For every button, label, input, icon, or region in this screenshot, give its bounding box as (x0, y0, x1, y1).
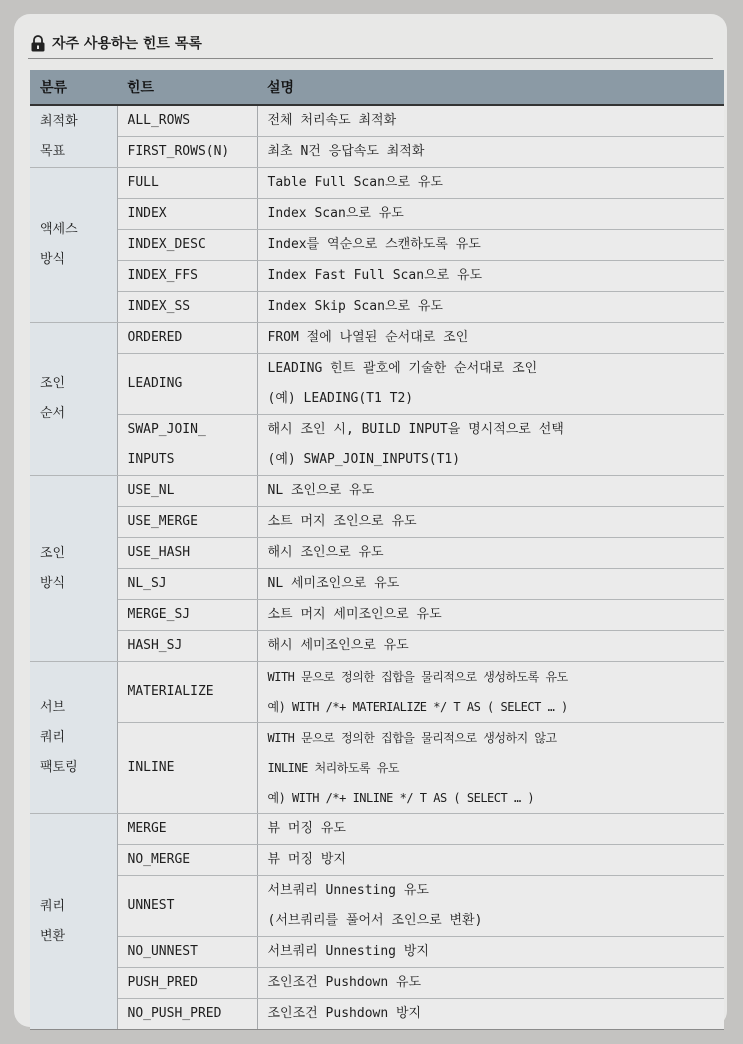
hint-cell: HASH_SJ (117, 631, 257, 662)
table-row (30, 323, 724, 354)
table-row (30, 105, 724, 137)
table-row (30, 354, 724, 415)
description-cell: WITH 문으로 정의한 집합을 물리적으로 생성하도록 유도 예) WITH /*+ MATERIALIZE */ T AS ( SELECT … ) (257, 662, 724, 723)
description-cell: 해시 세미조인으로 유도 (257, 631, 724, 662)
description-cell: 서브쿼리 Unnesting 방지 (257, 937, 724, 968)
header-hint: 힌트 (117, 70, 257, 105)
hint-cell: UNNEST (117, 876, 257, 937)
category-join-method: 조인 방식 (30, 476, 117, 662)
lock-icon (30, 35, 46, 52)
table-row (30, 168, 724, 199)
hint-cell: INLINE (117, 723, 257, 814)
hint-cell: ORDERED (117, 323, 257, 354)
table-row (30, 507, 724, 538)
table-caption (30, 30, 202, 56)
hint-cell: NO_MERGE (117, 845, 257, 876)
table-row (30, 538, 724, 569)
hint-cell: USE_HASH (117, 538, 257, 569)
category-subquery-factoring: 서브 쿼리 팩토링 (30, 662, 117, 814)
page-card (14, 14, 727, 1027)
table-row (30, 261, 724, 292)
table-row (30, 968, 724, 999)
description-cell: Index를 역순으로 스캔하도록 유도 (257, 230, 724, 261)
description-cell: 조인조건 Pushdown 유도 (257, 968, 724, 999)
description-cell: NL 세미조인으로 유도 (257, 569, 724, 600)
hint-cell: PUSH_PRED (117, 968, 257, 999)
table-row (30, 631, 724, 662)
description-cell: WITH 문으로 정의한 집합을 물리적으로 생성하지 않고 INLINE 처리하도록 유도 예) WITH /*+ INLINE */ T AS ( SELECT … ) (257, 723, 724, 814)
table-row (30, 292, 724, 323)
description-cell: LEADING 힌트 괄호에 기술한 순서대로 조인 (예) LEADING(T1 T2) (257, 354, 724, 415)
description-cell: Index Scan으로 유도 (257, 199, 724, 230)
category-query-transform: 쿼리 변환 (30, 814, 117, 1030)
hint-cell: FIRST_ROWS(N) (117, 137, 257, 168)
description-cell: 전체 처리속도 최적화 (257, 105, 724, 137)
table-row (30, 600, 724, 631)
description-cell: FROM 절에 나열된 순서대로 조인 (257, 323, 724, 354)
hint-cell: INDEX_DESC (117, 230, 257, 261)
category-join-order: 조인 순서 (30, 323, 117, 476)
hint-cell: NO_UNNEST (117, 937, 257, 968)
table-row (30, 845, 724, 876)
hint-cell: NO_PUSH_PRED (117, 999, 257, 1030)
hint-cell: FULL (117, 168, 257, 199)
category-access: 액세스 방식 (30, 168, 117, 323)
description-cell: 최초 N건 응답속도 최적화 (257, 137, 724, 168)
table-row (30, 814, 724, 845)
hint-cell: USE_NL (117, 476, 257, 507)
table-row (30, 876, 724, 937)
description-cell: 조인조건 Pushdown 방지 (257, 999, 724, 1030)
title-divider (28, 58, 713, 59)
hint-cell: MERGE (117, 814, 257, 845)
hint-cell: MATERIALIZE (117, 662, 257, 723)
category-goal: 최적화 목표 (30, 105, 117, 168)
table-row (30, 937, 724, 968)
description-cell: 소트 머지 조인으로 유도 (257, 507, 724, 538)
description-cell: Table Full Scan으로 유도 (257, 168, 724, 199)
table-row (30, 199, 724, 230)
header-row (30, 70, 724, 105)
hint-table (30, 70, 724, 1030)
table-row (30, 415, 724, 476)
hint-cell: NL_SJ (117, 569, 257, 600)
description-cell: 해시 조인으로 유도 (257, 538, 724, 569)
hint-cell: INDEX_FFS (117, 261, 257, 292)
table-row (30, 137, 724, 168)
header-category: 분류 (30, 70, 117, 105)
hint-cell: INDEX_SS (117, 292, 257, 323)
hint-cell: SWAP_JOIN_ INPUTS (117, 415, 257, 476)
description-cell: 소트 머지 세미조인으로 유도 (257, 600, 724, 631)
description-cell: Index Fast Full Scan으로 유도 (257, 261, 724, 292)
table-row (30, 569, 724, 600)
hint-cell: LEADING (117, 354, 257, 415)
table-row (30, 476, 724, 507)
description-cell: 뷰 머징 유도 (257, 814, 724, 845)
description-cell: 뷰 머징 방지 (257, 845, 724, 876)
table-row (30, 230, 724, 261)
hint-cell: MERGE_SJ (117, 600, 257, 631)
hint-cell: USE_MERGE (117, 507, 257, 538)
hint-cell: INDEX (117, 199, 257, 230)
table-title: 자주 사용하는 힌트 목록 (52, 36, 202, 52)
description-cell: 해시 조인 시, BUILD INPUT을 명시적으로 선택 (예) SWAP_JOIN_INPUTS(T1) (257, 415, 724, 476)
table-row (30, 662, 724, 723)
header-description: 설명 (257, 70, 724, 105)
description-cell: NL 조인으로 유도 (257, 476, 724, 507)
table-row (30, 999, 724, 1030)
table-row (30, 723, 724, 814)
description-cell: Index Skip Scan으로 유도 (257, 292, 724, 323)
description-cell: 서브쿼리 Unnesting 유도 (서브쿼리를 풀어서 조인으로 변환) (257, 876, 724, 937)
hint-cell: ALL_ROWS (117, 105, 257, 137)
